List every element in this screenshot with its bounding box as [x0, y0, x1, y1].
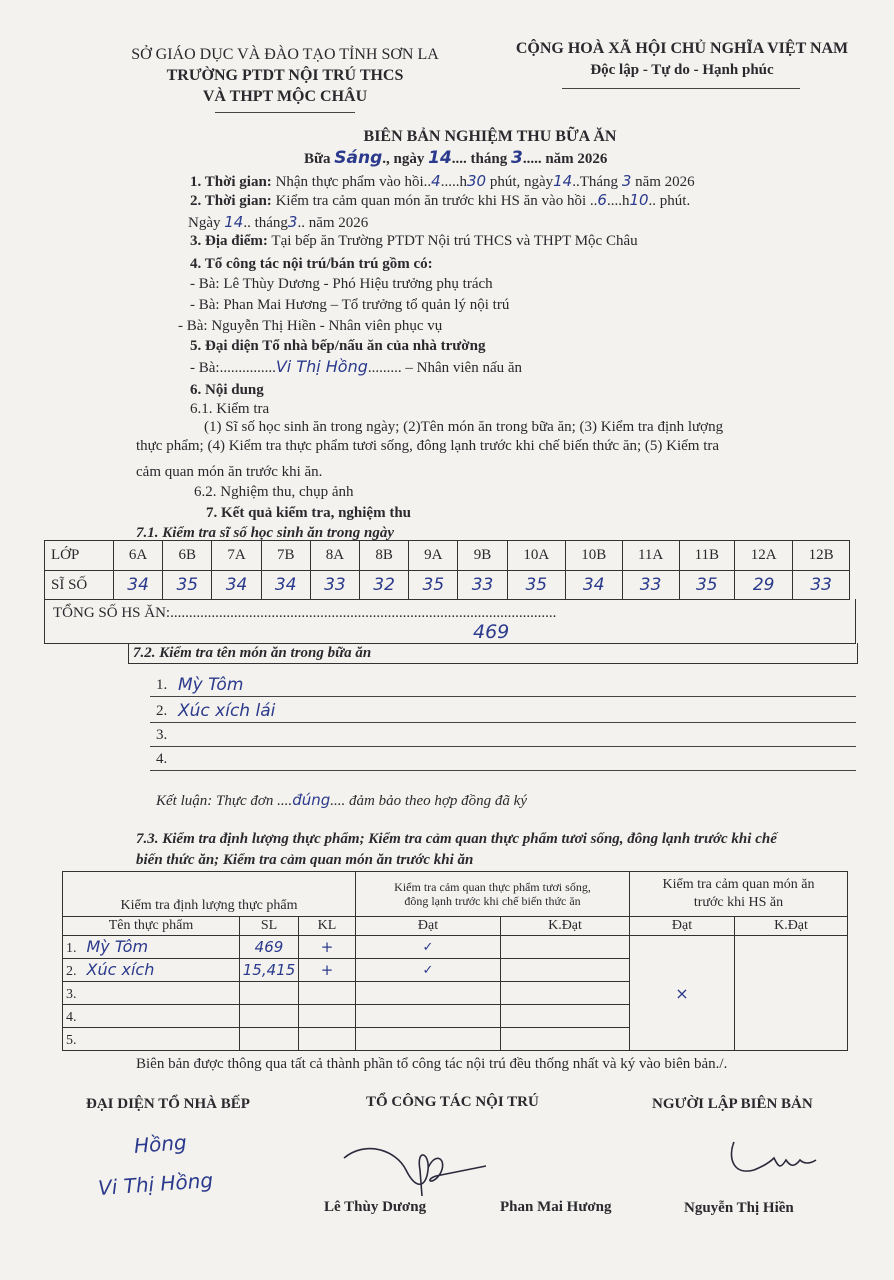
section-2: 2. Thời gian: Kiểm tra cảm quan món ăn trước khi HS ăn vào hồi ..6....h10.. phút.	[190, 191, 691, 209]
total-label: TỔNG SỐ HS ĂN:.......................................................................................................	[53, 605, 557, 621]
agreement-text: Biên bản được thông qua tất cả thành phần tổ công tác nội trú đều thống nhất và ký vào biên bản./.	[136, 1056, 728, 1072]
school-name-line2: VÀ THPT MỘC CHÂU	[202, 88, 368, 105]
kdat-cell	[501, 1005, 630, 1028]
section-6-2: 6.2. Nghiệm thu, chụp ảnh	[194, 484, 354, 500]
section-6-1: 6.1. Kiểm tra	[190, 401, 270, 417]
kdat-cell	[501, 936, 630, 959]
kdat-cell	[501, 1028, 630, 1051]
count-row	[45, 571, 850, 600]
count-cell: 35	[507, 571, 565, 600]
dish-number: 1.	[156, 677, 168, 693]
class-count-table	[44, 540, 850, 600]
final-dat-cell: ×	[630, 936, 735, 1051]
dish-number: 4.	[156, 751, 168, 767]
dish-underline	[150, 696, 856, 697]
section-7-3-line2: biến thức ăn; Kiểm tra cảm quan món ăn trước khi ăn	[136, 852, 474, 868]
class-cell: 11B	[679, 541, 734, 571]
kl-cell	[299, 1005, 356, 1028]
class-cell: 7B	[261, 541, 310, 571]
food-cell: 3.	[63, 982, 240, 1005]
sig1-title: ĐẠI DIỆN TỔ NHÀ BẾP	[86, 1096, 250, 1112]
count-cell: 33	[458, 571, 507, 600]
count-cell: 34	[114, 571, 163, 600]
section-6-para-3: cảm quan món ăn trước khi ăn.	[136, 464, 323, 480]
member-1: - Bà: Lê Thùy Dương - Phó Hiệu trưởng phụ trách	[190, 276, 493, 292]
col-kl: KL	[299, 917, 356, 936]
cook-name-handwritten: Vi Thị Hồng	[275, 357, 368, 376]
class-cell: 8B	[360, 541, 409, 571]
agency-name: SỞ GIÁO DỤC VÀ ĐÀO TẠO TỈNH SƠN LA	[131, 46, 439, 63]
col-sl: SL	[240, 917, 299, 936]
count-cell: 35	[409, 571, 458, 600]
dish-section-box	[128, 643, 858, 664]
food-cell: 2. Xúc xích	[63, 959, 240, 982]
section-1: 1. Thời gian: Nhận thực phẩm vào hồi..4.....h30 phút, ngày14..Tháng 3 năm 2026	[190, 172, 695, 190]
group-quantity: Kiểm tra định lượng thực phẩm	[63, 872, 356, 917]
group-fresh: Kiểm tra cảm quan thực phẩm tươi sống, đông lạnh trước khi chế biến thức ăn	[356, 872, 630, 917]
total-box	[44, 599, 856, 644]
sig1-handwritten-2: Vi Thị Hồng	[97, 1168, 214, 1200]
class-cell: 9B	[458, 541, 507, 571]
name-phan-mai-huong: Phan Mai Hương	[500, 1199, 612, 1215]
count-cell: 34	[261, 571, 310, 600]
food-cell: 5.	[63, 1028, 240, 1051]
dish-underline	[150, 746, 856, 747]
section-7-1-title: 7.1. Kiểm tra sĩ số học sinh ăn trong ngày	[136, 525, 394, 541]
name-le-thuy-duong: Lê Thùy Dương	[324, 1199, 427, 1215]
dish-underline	[150, 722, 856, 723]
conclusion-handwritten: đúng	[292, 791, 331, 809]
dish-name-handwritten: Mỳ Tôm	[178, 675, 244, 695]
dat-cell	[356, 1005, 501, 1028]
dish-name-handwritten: Xúc xích lái	[178, 701, 276, 721]
count-header: SĨ SỐ	[45, 571, 114, 600]
member-3: - Bà: Nguyễn Thị Hiền - Nhân viên phục vụ	[178, 318, 443, 334]
count-cell: 33	[793, 571, 850, 600]
section-6-title: 6. Nội dung	[190, 382, 264, 398]
sl-cell	[240, 982, 299, 1005]
count-cell: 35	[163, 571, 212, 600]
class-cell: 7A	[212, 541, 261, 571]
header-left-underline	[215, 112, 355, 113]
count-cell: 35	[679, 571, 734, 600]
class-row	[45, 541, 850, 571]
kl-cell	[299, 1028, 356, 1051]
col-food: Tên thực phẩm	[63, 917, 240, 936]
section-5-title: 5. Đại diện Tổ nhà bếp/nấu ăn của nhà trường	[190, 338, 486, 354]
section-7-2-title: 7.2. Kiểm tra tên món ăn trong bữa ăn	[133, 645, 372, 661]
section-6-para-1: (1) Sĩ số học sinh ăn trong ngày; (2)Tên món ăn trong bữa ăn; (3) Kiểm tra định lượng	[204, 419, 724, 435]
kdat-cell	[501, 982, 630, 1005]
day-handwritten: 14	[428, 148, 452, 168]
section-4-title: 4. Tổ công tác nội trú/bán trú gồm có:	[190, 256, 433, 272]
class-cell: 10A	[507, 541, 565, 571]
dish-underline	[150, 770, 856, 771]
section-3: 3. Địa điểm: Tại bếp ăn Trường PTDT Nội trú THCS và THPT Mộc Châu	[190, 233, 638, 249]
class-cell: 12A	[734, 541, 792, 571]
count-cell: 34	[565, 571, 622, 600]
sig1-handwritten-1: Hồng	[133, 1130, 188, 1158]
section-7-3-line1: 7.3. Kiểm tra định lượng thực phẩm; Kiểm tra cảm quan thực phẩm tươi sống, đông lạnh trước khi chế	[136, 831, 777, 847]
dat-cell	[356, 982, 501, 1005]
sig2-title: TỔ CÔNG TÁC NỘI TRÚ	[366, 1094, 539, 1110]
school-name-line1: TRƯỜNG PTDT NỘI TRÚ THCS	[166, 67, 404, 84]
kl-cell: +	[299, 936, 356, 959]
class-cell: 9A	[409, 541, 458, 571]
sl-cell: 15,415	[240, 959, 299, 982]
cook-line: - Bà:...............Vi Thị Hồng......... – Nhân viên nấu ăn	[190, 357, 523, 376]
kl-cell	[299, 982, 356, 1005]
dat-cell	[356, 1028, 501, 1051]
class-cell: 6A	[114, 541, 163, 571]
final-kdat-cell	[735, 936, 848, 1051]
signature-le-thuy-duong	[336, 1130, 496, 1200]
meal-line: Bữa Sáng., ngày 14.... tháng 3..... năm 2026	[304, 148, 608, 168]
dish-number: 3.	[156, 727, 168, 743]
signature-nguyen-thi-hien	[724, 1136, 824, 1186]
dat-cell: ✓	[356, 959, 501, 982]
name-nguyen-thi-hien: Nguyễn Thị Hiền	[684, 1200, 794, 1216]
dat-cell: ✓	[356, 936, 501, 959]
kl-cell: +	[299, 959, 356, 982]
header-right-underline	[562, 88, 800, 89]
class-header: LỚP	[45, 541, 114, 571]
col-dat: Đạt	[356, 917, 501, 936]
member-2: - Bà: Phan Mai Hương – Tổ trưởng tổ quản lý nội trú	[190, 297, 510, 313]
count-cell: 33	[310, 571, 359, 600]
class-cell: 12B	[793, 541, 850, 571]
quality-table	[62, 871, 848, 1051]
document-title: BIÊN BẢN NGHIỆM THU BỮA ĂN	[363, 128, 617, 145]
sl-cell: 469	[240, 936, 299, 959]
class-cell: 6B	[163, 541, 212, 571]
quality-row	[63, 936, 848, 959]
kdat-cell	[501, 959, 630, 982]
conclusion-line: Kết luận: Thực đơn ....đúng.... đảm bảo theo hợp đồng đã ký	[156, 791, 527, 809]
food-cell: 1. Mỳ Tôm	[63, 936, 240, 959]
sl-cell	[240, 1005, 299, 1028]
class-cell: 11A	[622, 541, 679, 571]
group-final: Kiểm tra cảm quan món ăn trước khi HS ăn	[630, 872, 848, 917]
national-motto: Độc lập - Tự do - Hạnh phúc	[590, 62, 774, 78]
col-kdat: K.Đạt	[501, 917, 630, 936]
food-cell: 4.	[63, 1005, 240, 1028]
count-cell: 33	[622, 571, 679, 600]
section-2-date: Ngày 14.. tháng3.. năm 2026	[188, 213, 369, 231]
class-cell: 10B	[565, 541, 622, 571]
col-dat-2: Đạt	[630, 917, 735, 936]
section-6-para-2: thực phẩm; (4) Kiểm tra thực phẩm tươi sống, đông lạnh trước khi chế biến thức ăn; (5) Kiểm tra	[136, 438, 720, 454]
meal-handwritten: Sáng	[334, 148, 383, 168]
count-cell: 29	[734, 571, 792, 600]
section-7-title: 7. Kết quả kiểm tra, nghiệm thu	[206, 505, 412, 521]
dish-number: 2.	[156, 703, 168, 719]
count-cell: 34	[212, 571, 261, 600]
count-cell: 32	[360, 571, 409, 600]
national-title: CỘNG HOÀ XÃ HỘI CHỦ NGHĨA VIỆT NAM	[515, 40, 849, 57]
sig3-title: NGƯỜI LẬP BIÊN BẢN	[652, 1096, 813, 1112]
total-handwritten: 469	[473, 621, 510, 643]
class-cell: 8A	[310, 541, 359, 571]
sl-cell	[240, 1028, 299, 1051]
col-kdat-2: K.Đạt	[735, 917, 848, 936]
month-handwritten: 3	[510, 148, 523, 168]
